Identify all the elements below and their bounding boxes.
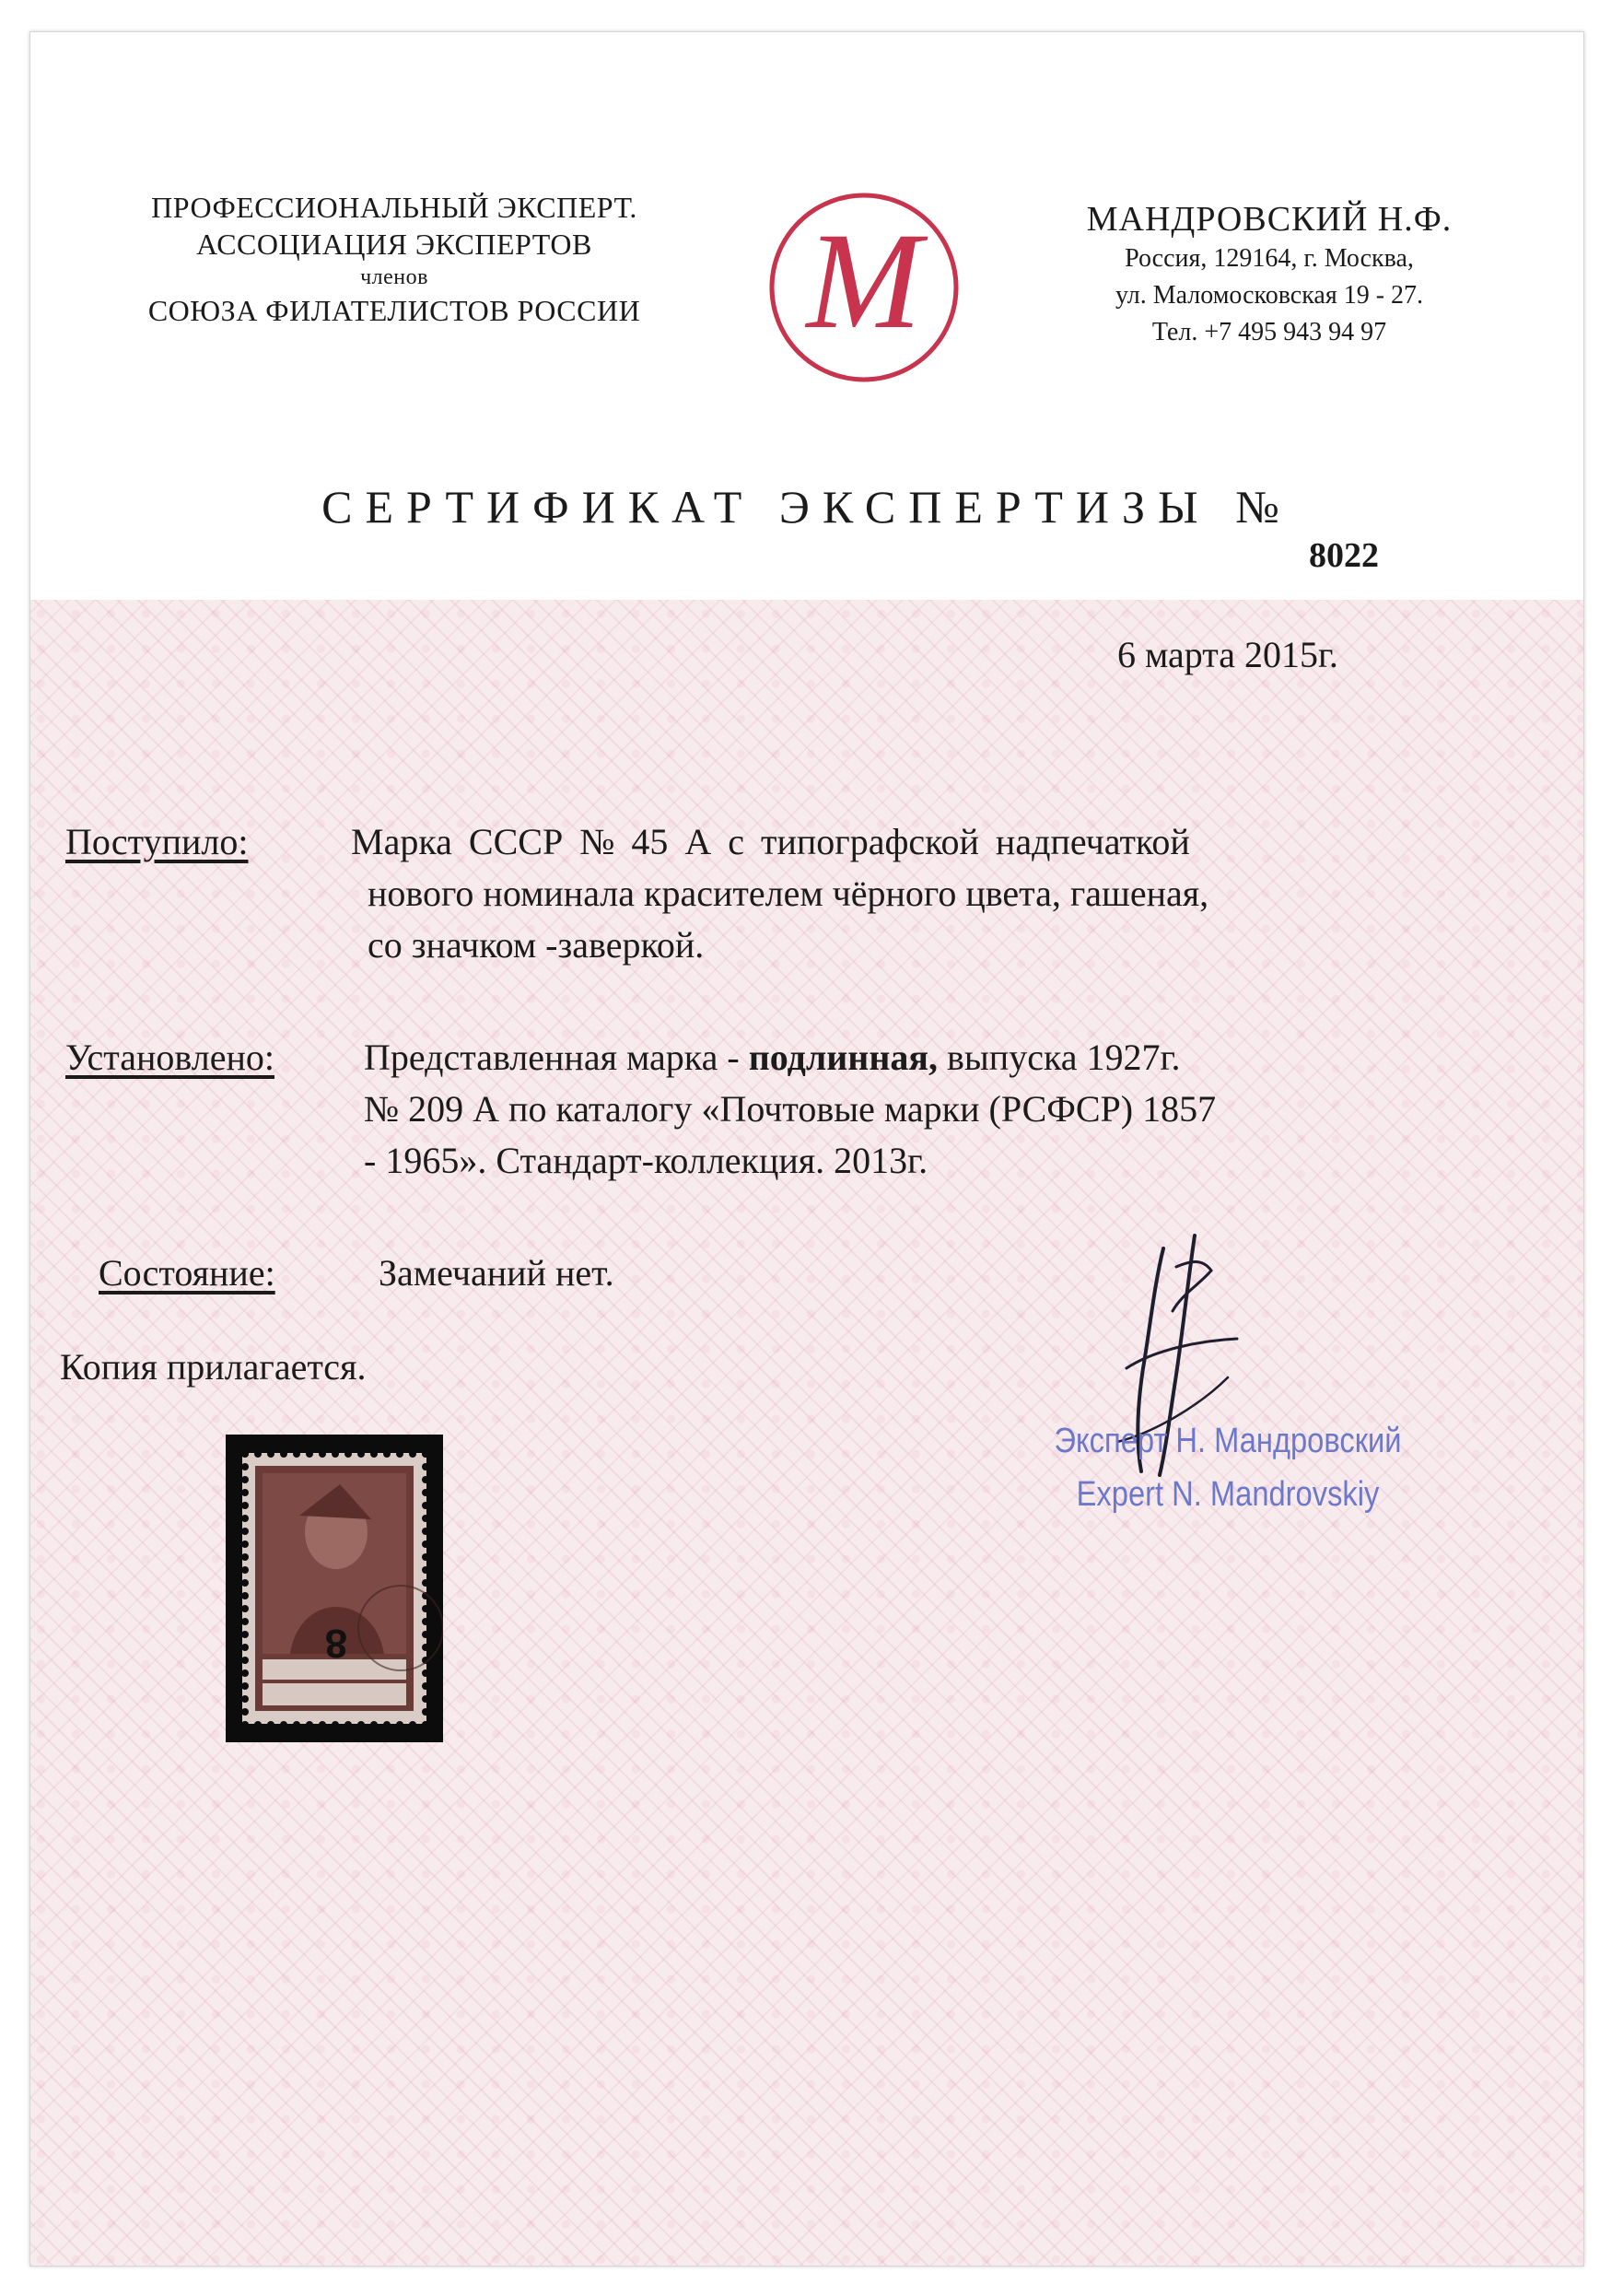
- received-label: Поступило:: [65, 821, 249, 862]
- condition-label: Состояние:: [99, 1252, 275, 1294]
- certificate-date: 6 марта 2015г.: [1117, 634, 1338, 675]
- association-line-4: СОЮЗА ФИЛАТЕЛИСТОВ РОССИИ: [147, 294, 641, 327]
- certificate-title: СЕРТИФИКАТ ЭКСПЕРТИЗЫ №: [321, 481, 1292, 533]
- monogram-logo: [765, 189, 963, 386]
- certificate-sheet: [29, 31, 1584, 2267]
- monogram-letter: M: [806, 205, 922, 357]
- association-line-2: АССОЦИАЦИЯ ЭКСПЕРТОВ: [196, 228, 592, 261]
- postage-stamp-photo: [226, 1435, 443, 1742]
- received-line-1: Марка СССР № 45 А с типографской надпечаткой: [351, 821, 1190, 862]
- svg-text:8: 8: [324, 1621, 348, 1666]
- association-line-1: ПРОФЕССИОНАЛЬНЫЙ ЭКСПЕРТ.: [151, 191, 637, 224]
- condition-value: Замечаний нет.: [379, 1252, 614, 1294]
- established-label: Установлено:: [65, 1037, 274, 1078]
- received-line-3: со значком -заверкой.: [368, 924, 705, 966]
- association-header: [95, 189, 694, 329]
- certificate-number: 8022: [1309, 536, 1379, 575]
- expert-stamp: [1021, 1414, 1433, 1521]
- expert-name: МАНДРОВСКИЙ Н.Ф.: [1086, 200, 1453, 239]
- established-line-1-end: выпуска 1927г.: [938, 1037, 1181, 1078]
- expert-phone: Тел. +7 495 943 94 97: [1151, 318, 1387, 346]
- expert-address-2: ул. Маломосковская 19 - 27.: [1115, 281, 1424, 310]
- attachment-note: Копия прилагается.: [60, 1346, 367, 1388]
- stamp-text-ru: Эксперт Н. Мандровский: [1054, 1422, 1402, 1460]
- established-line-2: № 209 А по каталогу «Почтовые марки (РСФСР) 1857: [364, 1088, 1217, 1130]
- association-line-3: членов: [360, 265, 428, 289]
- expert-header: [1048, 198, 1490, 351]
- received-line-2: нового номинала красителем чёрного цвета, гашеная,: [368, 873, 1209, 914]
- established-line-1-start: Представленная марка -: [364, 1037, 749, 1078]
- stamp-text-en: Expert N. Mandrovskiy: [1076, 1475, 1380, 1514]
- postage-stamp-image: [226, 1435, 443, 1742]
- established-line-1: [364, 1031, 1180, 1084]
- authentic-verdict: подлинная,: [748, 1037, 939, 1078]
- established-line-3: - 1965». Стандарт-коллекция. 2013г.: [364, 1140, 928, 1181]
- expert-address-1: Россия, 129164, г. Москва,: [1125, 244, 1414, 273]
